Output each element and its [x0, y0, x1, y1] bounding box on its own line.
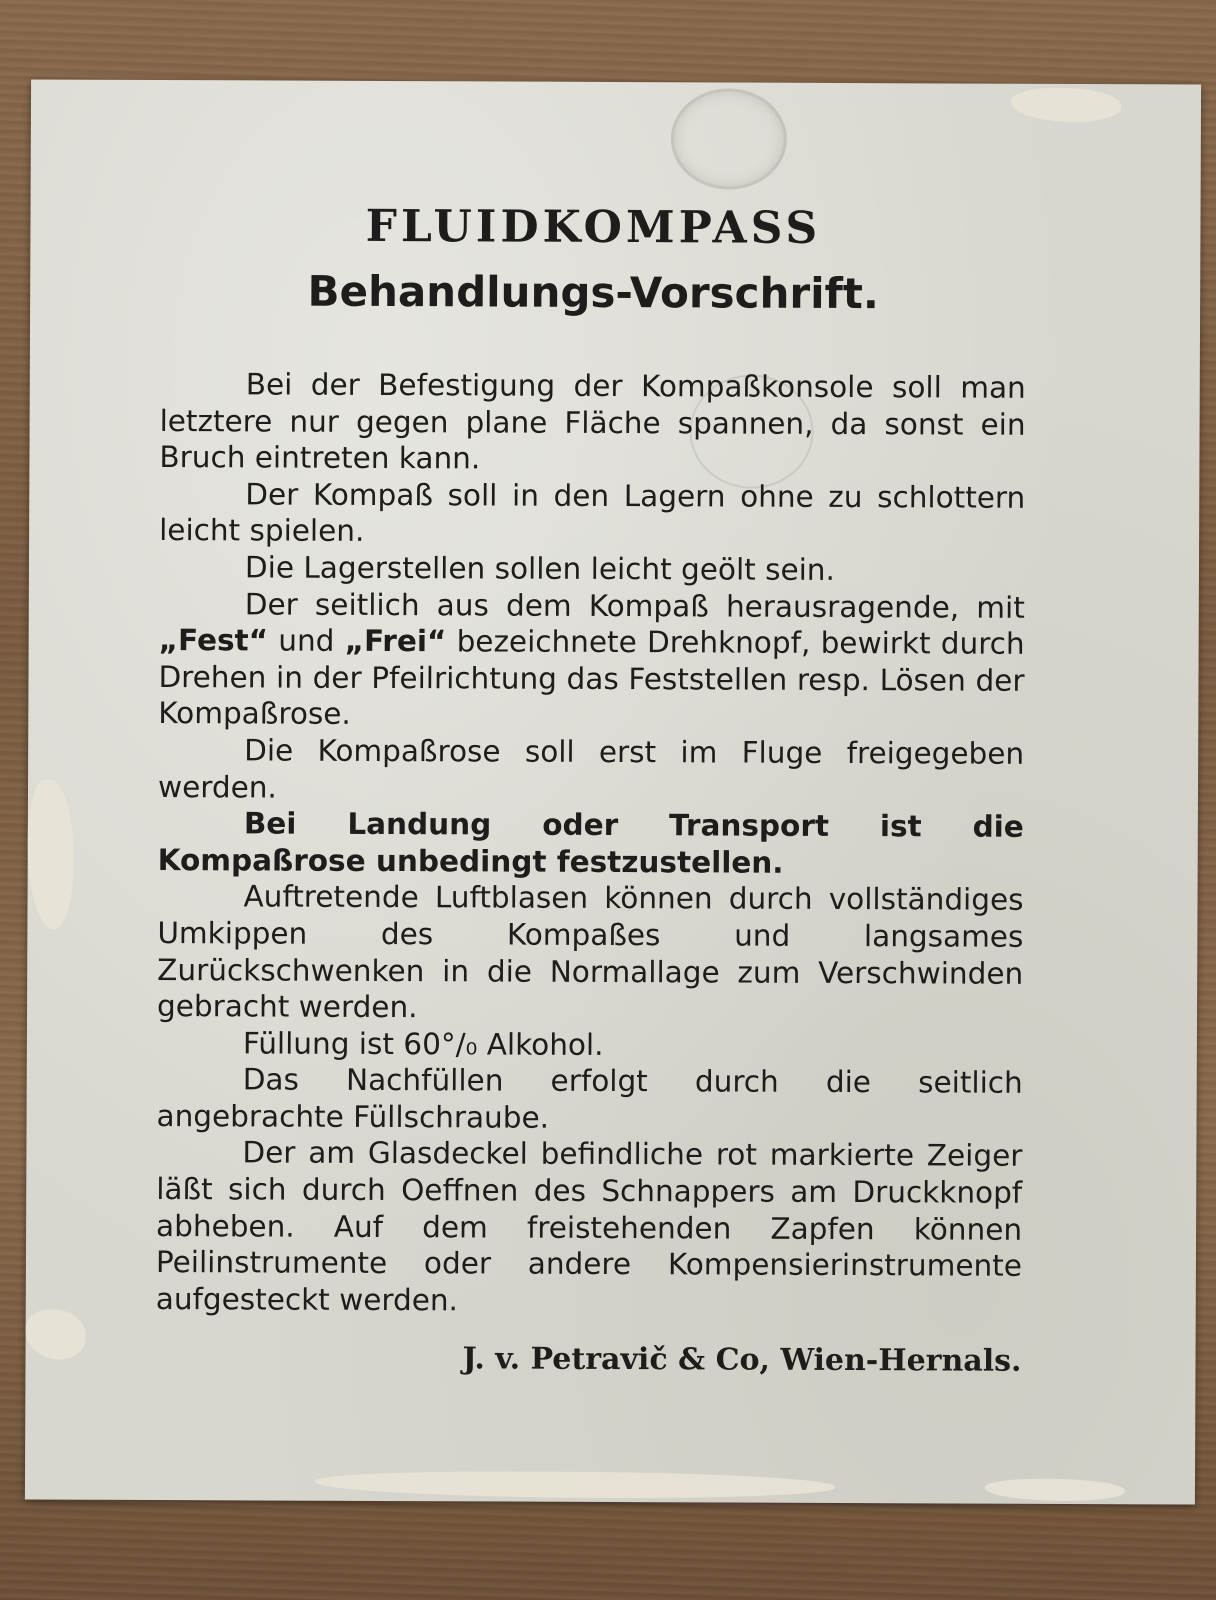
document-body	[156, 366, 1026, 1321]
paragraph-refilling: Das Nachfüllen erfolgt durch die seitlich angebrachte Füllschraube.	[156, 1062, 1023, 1135]
paragraph-pointer: Der am Glasdeckel befindliche rot markierte Zeiger läßt sich durch Oeffnen des Schnappers am Druckknopf abheben. Auf dem freistehenden Zapfen können Peilinstrumente oder andere Kompensierinstrumente aufgesteckt werden.	[155, 1135, 1023, 1318]
knob-text-post: bezeichnete Drehknopf, bewirkt durch Drehen in der Pfeilrichtung das Feststellen resp. Lösen der Kompaßrose.	[158, 624, 1025, 732]
paragraph-landing-warning: Bei Landung oder Transport ist die Kompaßrose unbedingt festzustellen.	[157, 806, 1024, 880]
paragraph-bearings-play: Der Kompaß soll in den Lagern ohne zu schlottern leicht spielen.	[159, 477, 1026, 549]
document-title: FLUIDKOMPASS	[365, 200, 822, 254]
document-subtitle: Behandlungs-Vorschrift.	[307, 266, 879, 319]
knob-text-pre: Der seitlich aus dem Kompaß herausragende, mit	[244, 586, 1025, 625]
paragraph-air-bubbles: Auftretende Luftblasen können durch vollständiges Umkippen des Kompaßes und langsames Zurückschwenken in die Normallage zum Verschwinden gebracht werden.	[156, 879, 1024, 1025]
embossed-seal	[671, 88, 787, 190]
paper-wear-top-right	[1011, 88, 1121, 122]
paragraph-bearings-oil: Die Lagerstellen sollen leicht geölt sein.	[244, 550, 835, 587]
paper-wear-bottom-middle	[315, 1471, 835, 1499]
paragraph-knob	[158, 586, 1025, 736]
paragraph-mounting: Bei der Befestigung der Kompaßkonsole soll man letztere nur gegen plane Fläche spannen, da sonst ein Bruch eintreten kann.	[159, 367, 1026, 476]
paragraph-filling: Füllung ist 60°/₀ Alkohol.	[242, 1026, 604, 1062]
document-content	[155, 198, 1026, 1381]
paper-wear-bottom-right	[985, 1479, 1125, 1502]
manufacturer-signature: J. v. Petravič & Co, Wien-Hernals.	[462, 1341, 1022, 1380]
paragraph-release-in-flight: Die Kompaßrose soll erst im Fluge freigegeben werden.	[157, 733, 1025, 805]
instruction-card	[25, 79, 1201, 1504]
knob-label-frei: „Frei“	[344, 623, 447, 659]
knob-label-fest: „Fest“	[158, 623, 269, 658]
paper-wear-left-edge	[27, 779, 74, 929]
paper-wear-bottom-left	[26, 1309, 86, 1359]
knob-text-mid: und	[267, 623, 345, 658]
